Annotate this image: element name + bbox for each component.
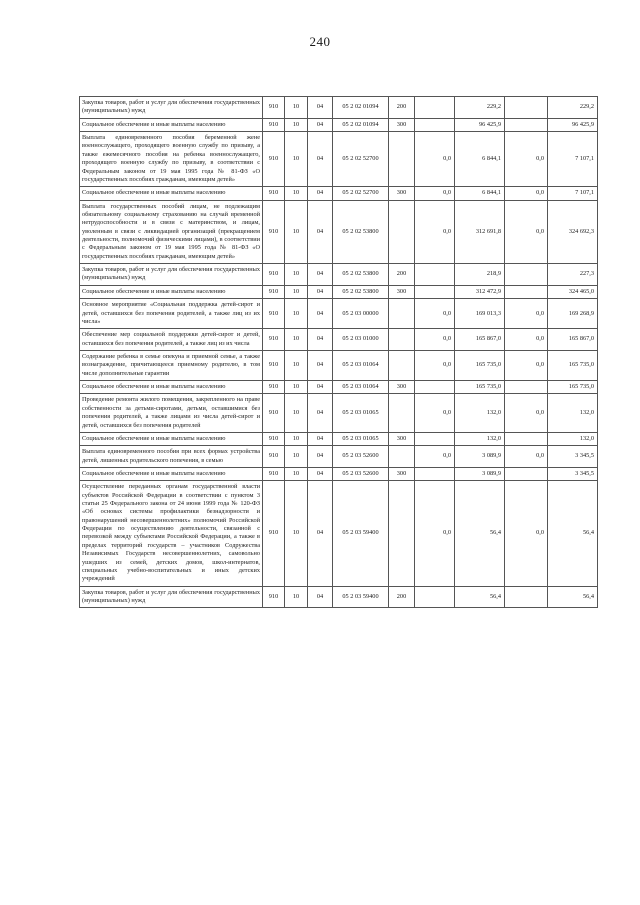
amount-4-cell: 132,0	[548, 394, 598, 432]
section-code-cell: 10	[285, 285, 308, 298]
expense-type-cell: 300	[389, 285, 415, 298]
section-code-cell: 10	[285, 200, 308, 264]
section-code-cell: 10	[285, 586, 308, 608]
amount-3-cell: 0,0	[505, 350, 548, 380]
row-name-cell: Выплата единовременного пособия беременной жене военнослужащего, проходящего военную службу по призыву, а также ежемесячного пособия на ребенка военнослужащего, проходящего военную службу по призыву, в соответствии с Федеральным законом от 19 мая 1995 года № 81-ФЗ «О государственных пособиях гражданам, имеющим детей»	[80, 132, 263, 187]
amount-4-cell: 169 268,9	[548, 299, 598, 329]
amount-4-cell: 3 345,5	[548, 467, 598, 480]
table-row	[80, 467, 598, 480]
row-name-cell: Социальное обеспечение и иные выплаты населению	[80, 118, 263, 131]
expense-type-cell: 200	[389, 586, 415, 608]
table-row	[80, 200, 598, 264]
amount-1-cell	[415, 97, 455, 119]
grbs-code-cell: 910	[263, 264, 285, 286]
expense-type-cell	[389, 299, 415, 329]
subsection-code-cell: 04	[308, 432, 333, 445]
budget-table	[79, 96, 598, 608]
amount-3-cell: 0,0	[505, 299, 548, 329]
subsection-code-cell: 04	[308, 118, 333, 131]
grbs-code-cell: 910	[263, 586, 285, 608]
amount-3-cell: 0,0	[505, 481, 548, 586]
expense-type-cell	[389, 481, 415, 586]
section-code-cell: 10	[285, 187, 308, 200]
amount-1-cell: 0,0	[415, 132, 455, 187]
section-code-cell: 10	[285, 299, 308, 329]
row-name-cell: Основное мероприятие «Социальная поддержка детей-сирот и детей, оставшихся без попечения родителей, а также лиц из их числа»	[80, 299, 263, 329]
target-article-cell: 05 2 03 52600	[333, 446, 389, 468]
amount-3-cell: 0,0	[505, 200, 548, 264]
amount-2-cell: 165 735,0	[455, 381, 505, 394]
row-name-cell: Закупка товаров, работ и услуг для обеспечения государственных (муниципальных) нужд	[80, 586, 263, 608]
expense-type-cell: 300	[389, 118, 415, 131]
target-article-cell: 05 2 03 01064	[333, 350, 389, 380]
amount-2-cell: 56,4	[455, 481, 505, 586]
amount-2-cell: 6 844,1	[455, 132, 505, 187]
subsection-code-cell: 04	[308, 446, 333, 468]
subsection-code-cell: 04	[308, 329, 333, 351]
grbs-code-cell: 910	[263, 285, 285, 298]
expense-type-cell: 300	[389, 381, 415, 394]
section-code-cell: 10	[285, 467, 308, 480]
subsection-code-cell: 04	[308, 481, 333, 586]
table-row	[80, 350, 598, 380]
expense-type-cell	[389, 200, 415, 264]
amount-4-cell: 165 867,0	[548, 329, 598, 351]
amount-1-cell	[415, 467, 455, 480]
subsection-code-cell: 04	[308, 264, 333, 286]
target-article-cell: 05 2 03 01065	[333, 432, 389, 445]
amount-4-cell: 165 735,0	[548, 381, 598, 394]
section-code-cell: 10	[285, 381, 308, 394]
grbs-code-cell: 910	[263, 467, 285, 480]
amount-1-cell	[415, 432, 455, 445]
target-article-cell: 05 2 02 52700	[333, 187, 389, 200]
table-row	[80, 586, 598, 608]
amount-3-cell	[505, 381, 548, 394]
section-code-cell: 10	[285, 329, 308, 351]
budget-table-body	[80, 97, 598, 608]
row-name-cell: Закупка товаров, работ и услуг для обеспечения государственных (муниципальных) нужд	[80, 264, 263, 286]
amount-1-cell	[415, 264, 455, 286]
amount-4-cell: 227,3	[548, 264, 598, 286]
amount-2-cell: 169 013,3	[455, 299, 505, 329]
expense-type-cell	[389, 329, 415, 351]
amount-2-cell: 312 472,9	[455, 285, 505, 298]
amount-1-cell: 0,0	[415, 299, 455, 329]
row-name-cell: Закупка товаров, работ и услуг для обеспечения государственных (муниципальных) нужд	[80, 97, 263, 119]
amount-2-cell: 165 735,0	[455, 350, 505, 380]
expense-type-cell: 300	[389, 187, 415, 200]
expense-type-cell: 300	[389, 432, 415, 445]
amount-2-cell: 6 844,1	[455, 187, 505, 200]
amount-3-cell	[505, 285, 548, 298]
amount-2-cell: 56,4	[455, 586, 505, 608]
section-code-cell: 10	[285, 118, 308, 131]
target-article-cell: 05 2 03 59400	[333, 481, 389, 586]
amount-4-cell: 324 465,0	[548, 285, 598, 298]
amount-3-cell	[505, 432, 548, 445]
expense-type-cell	[389, 394, 415, 432]
table-row	[80, 97, 598, 119]
amount-4-cell: 7 107,1	[548, 187, 598, 200]
grbs-code-cell: 910	[263, 394, 285, 432]
amount-1-cell: 0,0	[415, 446, 455, 468]
target-article-cell: 05 2 03 59400	[333, 586, 389, 608]
amount-3-cell: 0,0	[505, 394, 548, 432]
target-article-cell: 05 2 02 53800	[333, 200, 389, 264]
amount-2-cell: 165 867,0	[455, 329, 505, 351]
subsection-code-cell: 04	[308, 200, 333, 264]
row-name-cell: Осуществление переданных органам государственной власти субъектов Российской Федерации в соответствии с пунктом 3 статьи 25 Федерального закона от 24 июня 1999 года № 120-ФЗ «Об основах системы профилактики безнадзорности и правонарушений несовершеннолетних» полномочий Российской Федерации по осуществлению деятельности, связанной с перевозкой между субъектами Российской Федерации, а также в пределах территорий государств – участников Содружества Независимых Государств несовершеннолетних, самовольно ушедших из семей, детских домов, школ-интернатов, специальных учебно-воспитательных и иных детских учреждений	[80, 481, 263, 586]
section-code-cell: 10	[285, 97, 308, 119]
subsection-code-cell: 04	[308, 381, 333, 394]
section-code-cell: 10	[285, 446, 308, 468]
amount-2-cell: 229,2	[455, 97, 505, 119]
expense-type-cell: 200	[389, 264, 415, 286]
amount-1-cell: 0,0	[415, 481, 455, 586]
amount-2-cell: 218,9	[455, 264, 505, 286]
table-row	[80, 132, 598, 187]
target-article-cell: 05 2 03 01065	[333, 394, 389, 432]
table-row	[80, 381, 598, 394]
section-code-cell: 10	[285, 481, 308, 586]
amount-3-cell	[505, 264, 548, 286]
amount-4-cell: 324 692,3	[548, 200, 598, 264]
expense-type-cell: 200	[389, 97, 415, 119]
row-name-cell: Социальное обеспечение и иные выплаты населению	[80, 432, 263, 445]
grbs-code-cell: 910	[263, 132, 285, 187]
amount-2-cell: 3 089,9	[455, 467, 505, 480]
amount-4-cell: 3 345,5	[548, 446, 598, 468]
amount-1-cell: 0,0	[415, 394, 455, 432]
amount-1-cell	[415, 118, 455, 131]
grbs-code-cell: 910	[263, 432, 285, 445]
row-name-cell: Содержание ребенка в семье опекуна и приемной семье, а также вознаграждение, причитающееся приемному родителю, в том числе дополнительные гарантии	[80, 350, 263, 380]
amount-3-cell: 0,0	[505, 132, 548, 187]
amount-3-cell: 0,0	[505, 446, 548, 468]
grbs-code-cell: 910	[263, 381, 285, 394]
amount-4-cell: 96 425,9	[548, 118, 598, 131]
amount-3-cell: 0,0	[505, 187, 548, 200]
amount-3-cell	[505, 118, 548, 131]
grbs-code-cell: 910	[263, 350, 285, 380]
table-row	[80, 394, 598, 432]
grbs-code-cell: 910	[263, 329, 285, 351]
amount-4-cell: 165 735,0	[548, 350, 598, 380]
amount-1-cell	[415, 285, 455, 298]
subsection-code-cell: 04	[308, 97, 333, 119]
section-code-cell: 10	[285, 132, 308, 187]
grbs-code-cell: 910	[263, 118, 285, 131]
row-name-cell: Социальное обеспечение и иные выплаты населению	[80, 285, 263, 298]
table-row	[80, 285, 598, 298]
row-name-cell: Выплата единовременного пособия при всех формах устройства детей, лишенных родительского попечения, в семью	[80, 446, 263, 468]
grbs-code-cell: 910	[263, 97, 285, 119]
amount-1-cell: 0,0	[415, 200, 455, 264]
expense-type-cell: 300	[389, 467, 415, 480]
row-name-cell: Выплата государственных пособий лицам, не подлежащим обязательному социальному страхованию на случай временной нетрудоспособности и в связи с материнством, и лицам, уволенным в связи с ликвидацией организаций (прекращением деятельности, полномочий физическими лицами), в соответствии с Федеральным законом от 19 мая 1995 года № 81-ФЗ «О государственных пособиях гражданам, имеющим детей»	[80, 200, 263, 264]
table-row	[80, 187, 598, 200]
amount-2-cell: 96 425,9	[455, 118, 505, 131]
table-row	[80, 299, 598, 329]
amount-1-cell: 0,0	[415, 350, 455, 380]
amount-2-cell: 3 089,9	[455, 446, 505, 468]
subsection-code-cell: 04	[308, 394, 333, 432]
expense-type-cell	[389, 446, 415, 468]
table-row	[80, 432, 598, 445]
table-row	[80, 118, 598, 131]
row-name-cell: Социальное обеспечение и иные выплаты населению	[80, 381, 263, 394]
table-row	[80, 329, 598, 351]
subsection-code-cell: 04	[308, 132, 333, 187]
target-article-cell: 05 2 02 52700	[333, 132, 389, 187]
row-name-cell: Социальное обеспечение и иные выплаты населению	[80, 467, 263, 480]
amount-4-cell: 56,4	[548, 586, 598, 608]
amount-3-cell: 0,0	[505, 329, 548, 351]
target-article-cell: 05 2 02 01094	[333, 97, 389, 119]
amount-1-cell: 0,0	[415, 329, 455, 351]
subsection-code-cell: 04	[308, 285, 333, 298]
amount-2-cell: 132,0	[455, 432, 505, 445]
row-name-cell: Проведение ремонта жилого помещения, закрепленного на праве собственности за детьми-сиротами, детьми, оставшимися без попечения родителей, а также лицами из числа детей-сирот и детей, оставшихся без попечения родителей	[80, 394, 263, 432]
target-article-cell: 05 2 03 01064	[333, 381, 389, 394]
amount-2-cell: 312 691,8	[455, 200, 505, 264]
subsection-code-cell: 04	[308, 350, 333, 380]
page-number: 240	[309, 34, 331, 49]
subsection-code-cell: 04	[308, 299, 333, 329]
amount-4-cell: 229,2	[548, 97, 598, 119]
row-name-cell: Обеспечение мер социальной поддержки детей-сирот и детей, оставшихся без попечения родителей, а также лиц из их числа	[80, 329, 263, 351]
grbs-code-cell: 910	[263, 299, 285, 329]
amount-2-cell: 132,0	[455, 394, 505, 432]
target-article-cell: 05 2 02 53800	[333, 285, 389, 298]
section-code-cell: 10	[285, 350, 308, 380]
target-article-cell: 05 2 02 53800	[333, 264, 389, 286]
row-name-cell: Социальное обеспечение и иные выплаты населению	[80, 187, 263, 200]
section-code-cell: 10	[285, 432, 308, 445]
amount-1-cell: 0,0	[415, 187, 455, 200]
subsection-code-cell: 04	[308, 467, 333, 480]
grbs-code-cell: 910	[263, 187, 285, 200]
section-code-cell: 10	[285, 394, 308, 432]
amount-4-cell: 56,4	[548, 481, 598, 586]
grbs-code-cell: 910	[263, 200, 285, 264]
table-row	[80, 481, 598, 586]
target-article-cell: 05 2 03 00000	[333, 299, 389, 329]
amount-4-cell: 132,0	[548, 432, 598, 445]
target-article-cell: 05 2 03 01000	[333, 329, 389, 351]
expense-type-cell	[389, 350, 415, 380]
target-article-cell: 05 2 02 01094	[333, 118, 389, 131]
grbs-code-cell: 910	[263, 446, 285, 468]
subsection-code-cell: 04	[308, 586, 333, 608]
section-code-cell: 10	[285, 264, 308, 286]
amount-3-cell	[505, 586, 548, 608]
amount-1-cell	[415, 381, 455, 394]
subsection-code-cell: 04	[308, 187, 333, 200]
amount-3-cell	[505, 97, 548, 119]
table-row	[80, 264, 598, 286]
amount-4-cell: 7 107,1	[548, 132, 598, 187]
grbs-code-cell: 910	[263, 481, 285, 586]
target-article-cell: 05 2 03 52600	[333, 467, 389, 480]
amount-3-cell	[505, 467, 548, 480]
table-row	[80, 446, 598, 468]
amount-1-cell	[415, 586, 455, 608]
expense-type-cell	[389, 132, 415, 187]
